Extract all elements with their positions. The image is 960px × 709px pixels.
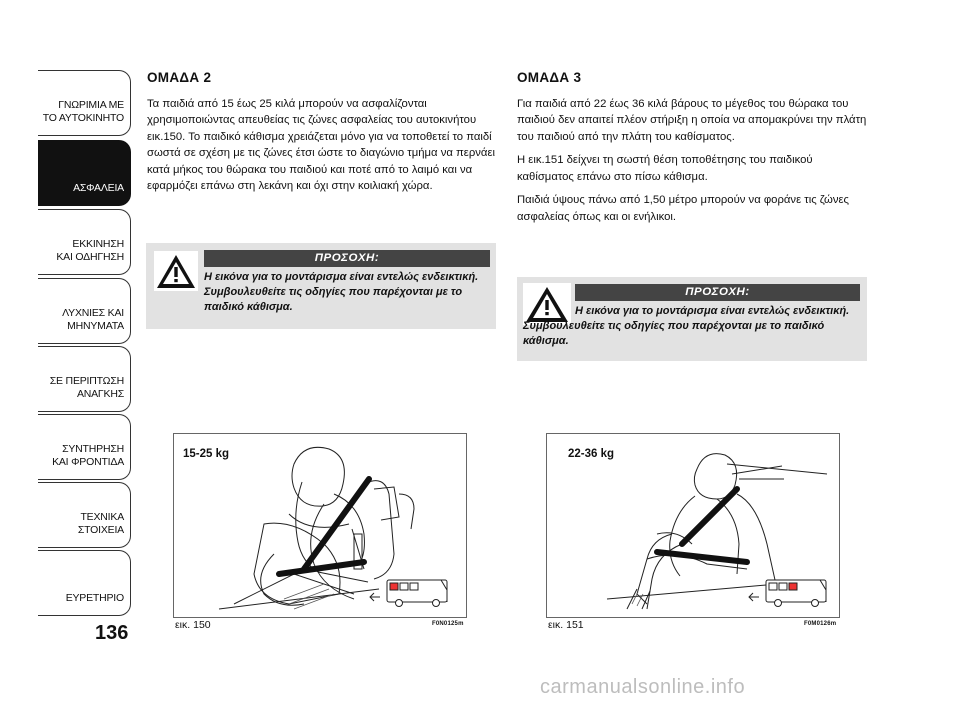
child-seat-group3-illustration [547, 434, 839, 617]
right-column [517, 70, 867, 232]
van-icon [370, 580, 447, 607]
figure-weight-label: 15-25 kg [183, 448, 230, 460]
tab-label: ΣΕ ΠΕΡΙΠΤΩΣΗ ΑΝΑΓΚΗΣ [49, 375, 124, 400]
tab-technical-data[interactable] [38, 482, 131, 548]
warning-text-body: Η εικόνα για το μοντάρισμα είναι εντελώς ενδεικτική. Συμβουλευθείτε τις οδηγίες που παρέχονται με το παιδικό κάθισμα. [204, 271, 479, 313]
tab-safety[interactable] [38, 140, 131, 206]
tab-label: ΣΥΝΤΗΡΗΣΗ ΚΑΙ ΦΡΟΝΤΙΔΑ [52, 443, 124, 468]
warning-box [146, 243, 496, 329]
warning-text [204, 270, 490, 315]
tab-index[interactable] [38, 550, 131, 616]
figure-151 [546, 433, 840, 618]
tab-label: ΕΚΚΙΝΗΣΗ ΚΑΙ ΟΔΗΓΗΣΗ [56, 238, 124, 263]
tab-label: ΓΝΩΡΙΜΙΑ ΜΕ ΤΟ ΑΥΤΟΚΙΝΗΤΟ [42, 99, 124, 124]
figure-weight-label: 22-36 kg [568, 448, 615, 460]
page-number: 136 [95, 622, 129, 644]
section-heading: ΟΜΑΔΑ 2 [147, 70, 212, 85]
left-column [147, 70, 497, 202]
warning-text-body: Η εικόνα για το μοντάρισμα είναι εντελώς ενδεικτική. Συμβουλευθείτε τις οδηγίες που παρέχονται με το παιδικό κάθισμα. [523, 305, 850, 347]
van-icon [749, 580, 826, 607]
figure-code: F0N0125m [432, 621, 464, 627]
watermark: carmanualsonline.info [540, 676, 746, 698]
warning-title: ΠΡΟΣΟΧΗ: [575, 284, 860, 301]
figure-caption: εικ. 151 [548, 619, 584, 631]
tab-label: ΕΥΡΕΤΗΡΙΟ [65, 592, 124, 604]
figure-code: F0M0126m [804, 621, 837, 627]
body-text: Παιδιά ύψους πάνω από 1,50 μέτρο μπορούν να φοράνε τις ζώνες ασφαλείας όπως και οι ενήλικοι. [517, 194, 849, 223]
tab-warning-lights[interactable] [38, 278, 131, 344]
tab-getting-to-know[interactable] [38, 70, 131, 136]
warning-title: ΠΡΟΣΟΧΗ: [204, 250, 490, 267]
tab-label: ΤΕΧΝΙΚΑ ΣΤΟΙΧΕΙΑ [77, 511, 124, 536]
tab-starting-driving[interactable] [38, 209, 131, 275]
tab-emergency[interactable] [38, 346, 131, 412]
warning-text [523, 304, 861, 349]
tab-label: ΑΣΦΑΛΕΙΑ [73, 182, 124, 194]
body-text: Τα παιδιά από 15 έως 25 κιλά μπορούν να ασφαλίζονται χρησιμοποιώντας απευθείας τις ζώνες ασφαλείας του αυτοκινήτου εικ.150. Το παιδικό κάθισμα χρειάζεται μόνο για να τοποθετεί το παιδί σωστά σε σχέση με τις ζώνες έτσι ώστε το διαγώνιο τμήμα να περνάει κατά μήκος του θώρακα του παιδιού και ποτέ από το λαιμό και να εφαρμόζει επάνω στη λεκάνη και όχι στην κοιλιακή χώρα. [147, 97, 495, 192]
tab-maintenance[interactable] [38, 414, 131, 480]
warning-box [517, 277, 867, 361]
tab-label: ΛΥΧΝΙΕΣ ΚΑΙ ΜΗΝΥΜΑΤΑ [62, 307, 124, 332]
body-text: Η εικ.151 δείχνει τη σωστή θέση τοποθέτησης του παιδικού καθίσματος επάνω στο πίσω κάθισμα. [517, 154, 813, 183]
section-heading: ΟΜΑΔΑ 3 [517, 70, 582, 85]
figure-150 [173, 433, 467, 618]
figure-caption: εικ. 150 [175, 619, 211, 631]
child-seat-group2-illustration [174, 434, 466, 617]
warning-triangle-icon [154, 251, 198, 291]
body-text: Για παιδιά από 22 έως 36 κιλά βάρους το μέγεθος του θώρακα του παιδιού δεν απαιτεί πλέον στήριξη η οποία να απομακρύνει την πλάτη του παιδιού από την πλάτη του καθίσματος. [517, 97, 867, 143]
